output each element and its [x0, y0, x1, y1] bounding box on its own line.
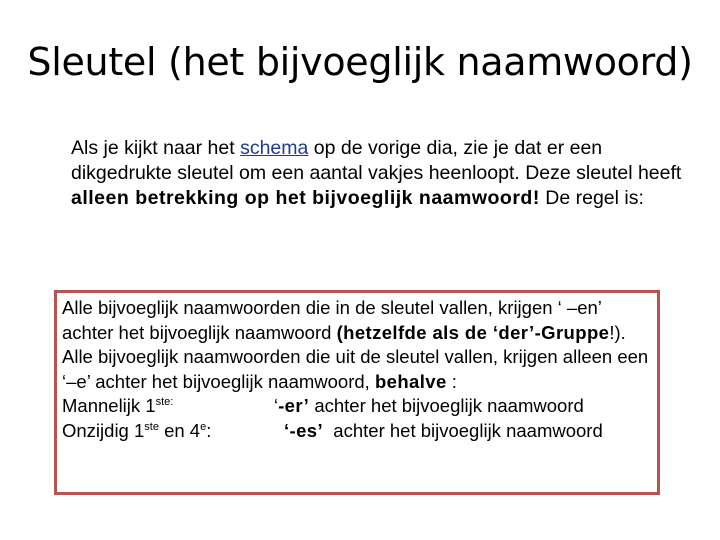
neuter-sup-1: ste — [144, 420, 159, 433]
slide-title: Sleutel (het bijvoeglijk naamwoord) — [27, 40, 693, 84]
masculine-label — [62, 395, 173, 416]
rule-bold-1: (hetzelfde als de ‘der’-Gruppe — [336, 321, 610, 343]
intro-text-3: De regel is: — [539, 187, 644, 209]
intro-paragraph — [71, 136, 691, 211]
neuter-suffix-text: achter het bijvoeglijk naamwoord — [323, 419, 603, 441]
masculine-suffix-text: achter het bijvoeglijk naamwoord — [309, 395, 584, 417]
exception-row-neuter — [62, 419, 657, 444]
neuter-suffix-bold: ‘-es’ — [284, 419, 324, 441]
schema-link[interactable]: schema — [240, 137, 309, 159]
masculine-sup: ste: — [155, 396, 174, 409]
rule-box — [54, 290, 660, 495]
masculine-label-text: Mannelijk 1 — [62, 395, 156, 417]
rule-paragraph — [62, 296, 657, 394]
neuter-mid: en 4 — [158, 419, 201, 441]
neuter-label — [62, 420, 211, 441]
masculine-suffix — [274, 394, 584, 419]
neuter-colon: : — [206, 419, 212, 441]
intro-bold-text: alleen betrekking op het bijvoeglijk naamwoord! — [71, 187, 540, 209]
masculine-suffix-bold: -er’ — [278, 395, 310, 417]
intro-text-2: op de vorige dia, zie je dat er een dikgedrukte sleutel om een aantal vakjes heenloopt. Deze sleutel heeft — [71, 137, 682, 184]
exception-row-masculine — [62, 394, 657, 419]
rule-text-2: !). Alle bijvoeglijk naamwoorden die uit de sleutel vallen, krijgen alleen een ‘–e’ achter het bijvoeglijk naamwoord, — [62, 321, 649, 392]
rule-colon: : — [446, 370, 457, 392]
rule-text-1: Alle bijvoeglijk naamwoorden die in de sleutel vallen, krijgen ‘ –en’ achter het bijvoeglijk naamwoord — [62, 297, 602, 343]
intro-text-1: Als je kijkt naar het — [71, 137, 241, 159]
rule-bold-behalve: behalve — [374, 370, 447, 392]
neuter-sup-2: e — [200, 420, 207, 433]
neuter-suffix — [284, 419, 603, 444]
masculine-suffix-open: ‘ — [274, 395, 279, 417]
neuter-label-text: Onzijdig 1 — [62, 419, 145, 441]
